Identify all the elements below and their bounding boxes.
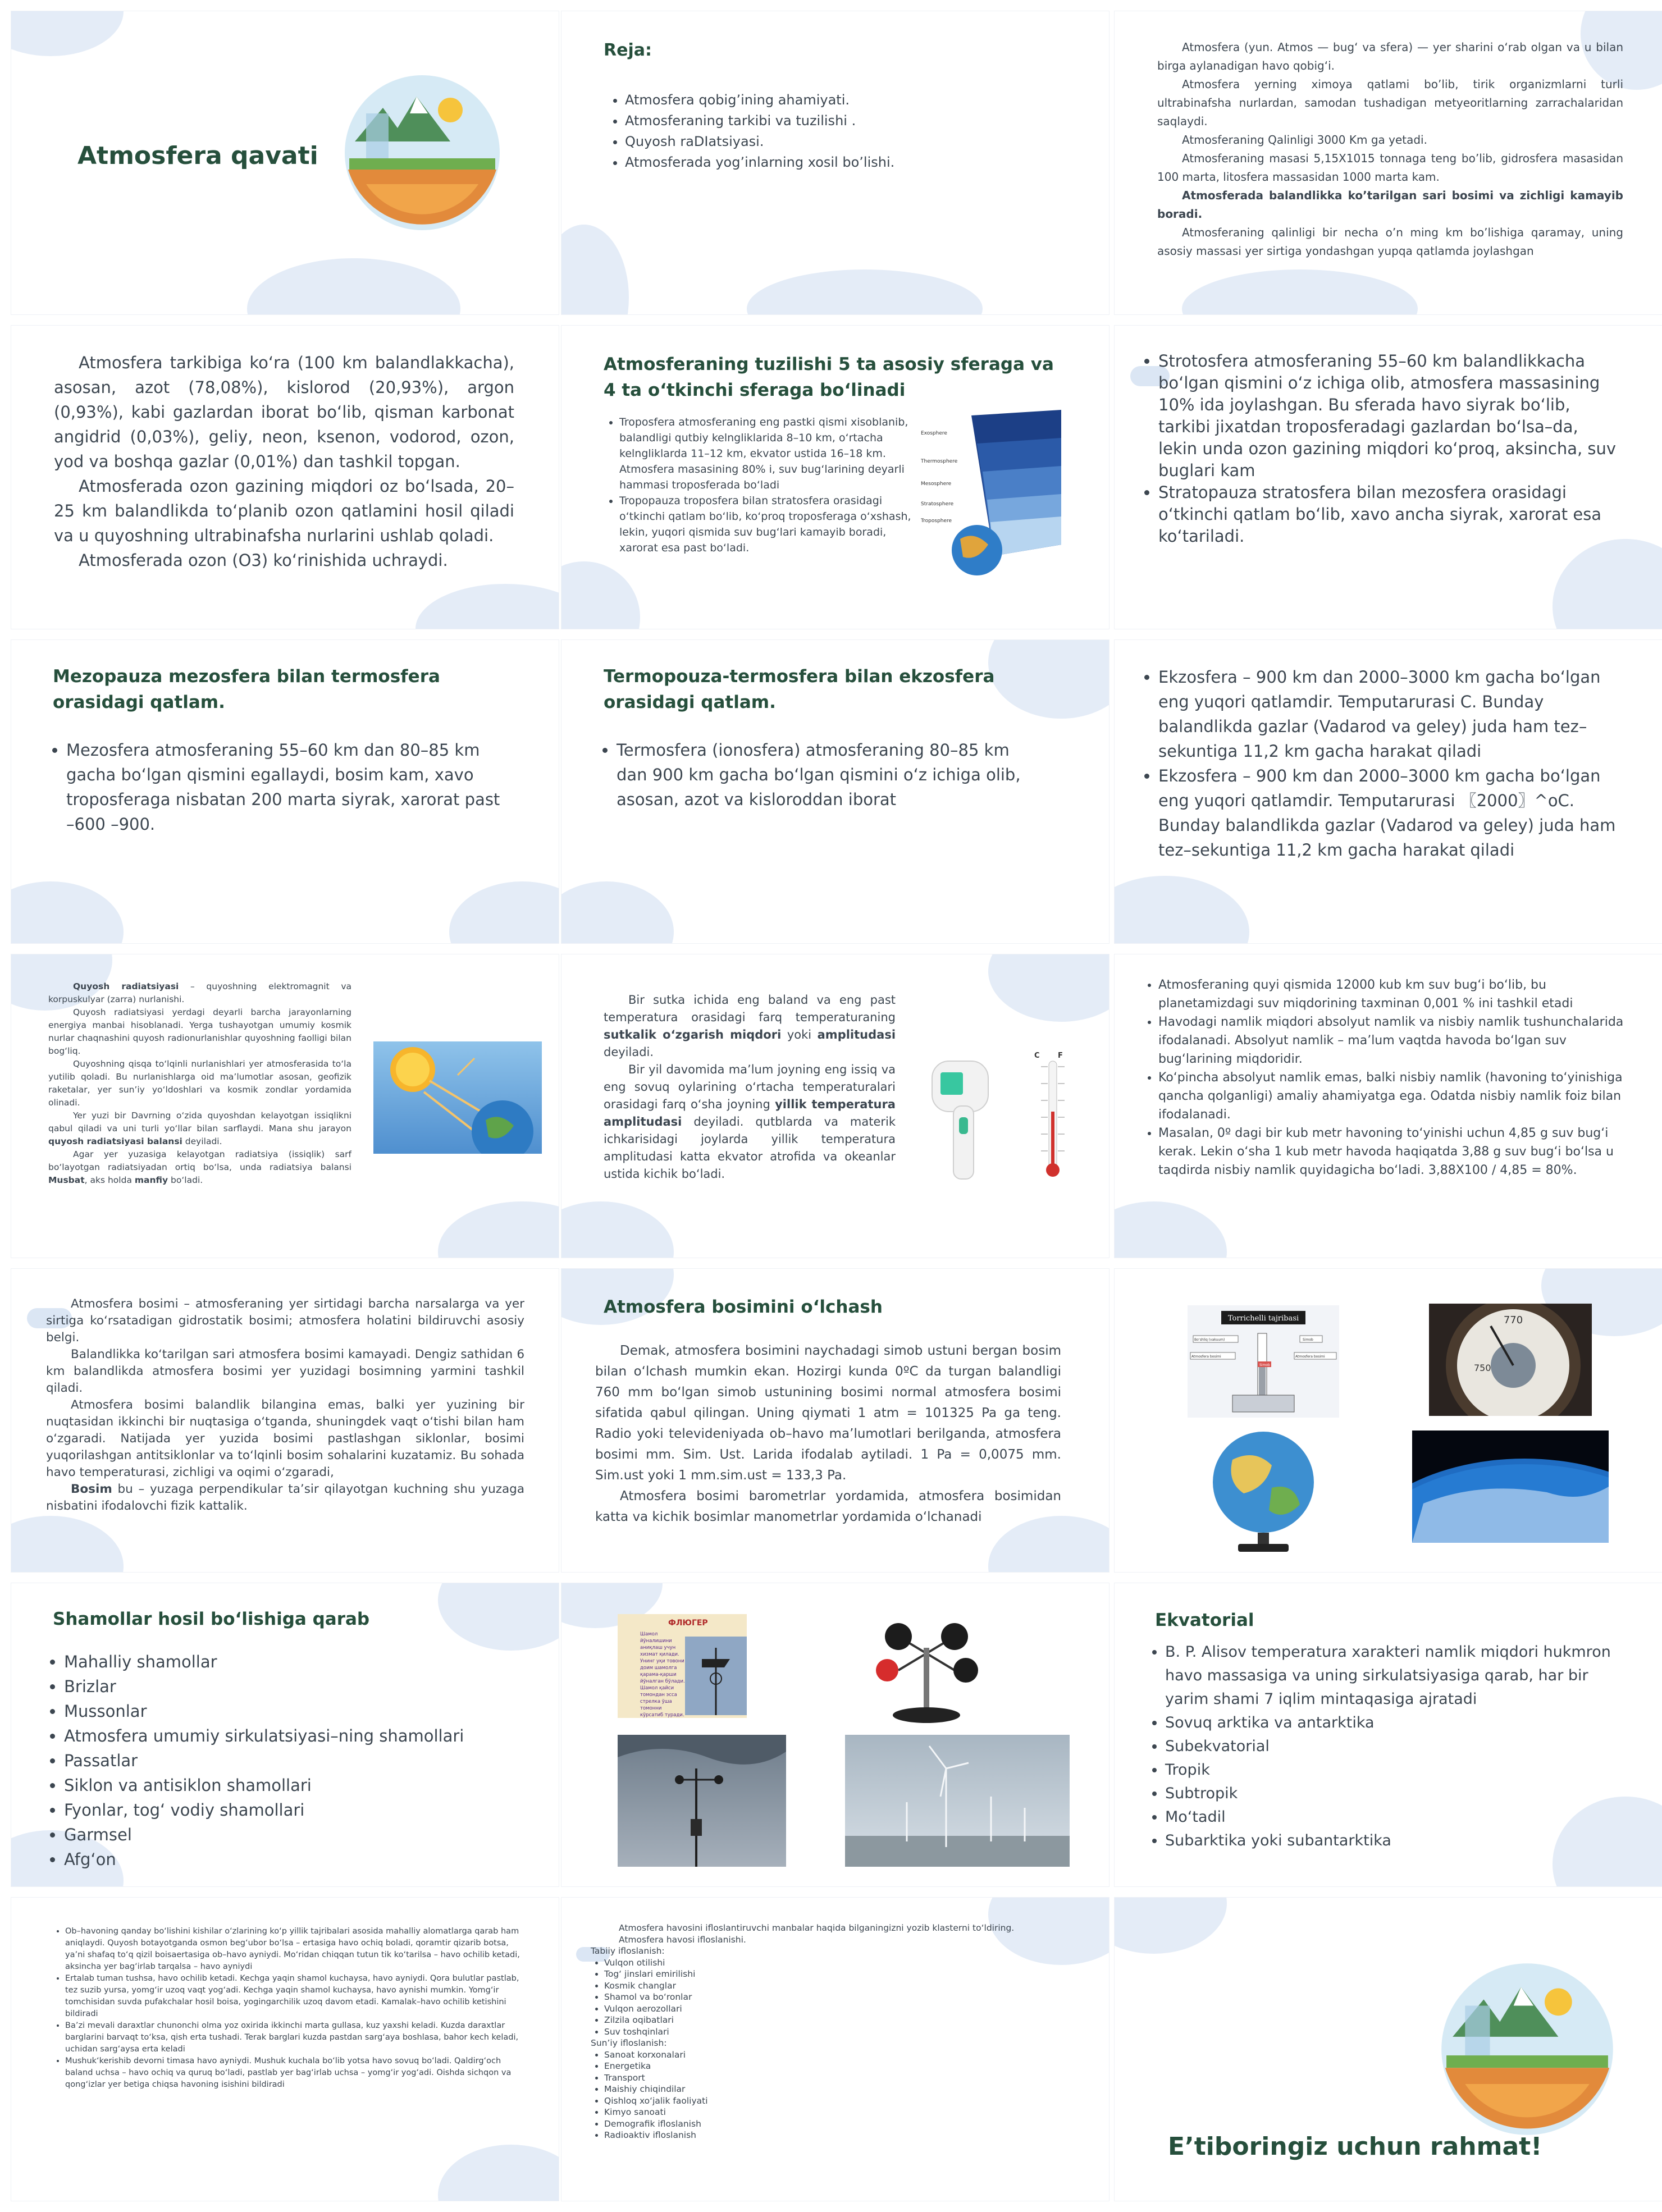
plan-list [604,90,1053,173]
paragraph: Demak, atmosfera bosimini naychadagi simob ustuni bergan bosim bilan o‘lchash mumkin ekan. Hozirgi kunda 0ºC da turgan balandligi 760 mm bo‘lgan simob ustunining bosimi normal atmosfera bosimi sifatida qabul qilingan. Uning qiymati 1 atm = 101325 Pa ga teng. Radio yoki televideniyada ob–havo ma’lumotlari berilganda, atmosfera bosimi mm. Sim. Ust. Larida ifodalab aytiladi. 1 Pa = 0,0075 mm. Sim.ust yoki 1 mm.sim.ust = 133,3 Pa. [595,1343,1061,1483]
paragraph: – quyoshning elektromagnit va korpuskulyar (zarra) nurlanishi. [48,981,351,1004]
humidity-list [1140,976,1640,1180]
diagram-label: Simob [1259,1363,1270,1367]
slide-climate-zones [1115,1583,1662,1886]
list-item: • Strotosfera atmosferaning 55–60 km balandlikkacha bo‘lgan qismini o‘z ichiga olib, atmosfera massasining 10% ida joylashgan. Bu sferada havo siyrak bo‘lib, tarkibi jixatdan troposferadagi gazlardan bo‘lsa–da, lekin unda ozon gazining miqdori ko‘proq, aksincha, suv buglari kam [1158,350,1620,482]
plan-title: Reja: [604,40,652,60]
paragraph: Atmosfera yerning ximoya qatlami bo’lib, tirik organizmlarni turli ultrabinafsha nurlardan, samodan tushadigan metyeoritlarning zarrachalaridan saqlaydi. [1157,77,1623,128]
thermopause-list [595,738,1044,812]
term-bold: Musbat [48,1175,85,1185]
slide-mesopause [11,640,559,943]
paragraph: deyiladi. qutblarda va materik ichkarisidagi joylarda yillik temperatura amplitudasi katta ekvator atrofida va okeanlar ustida kichik bo‘ladi. [604,1115,896,1181]
list-item: • Passatlar [64,1748,537,1773]
list-item: • Vulqon aerozollari [604,2003,1096,2015]
term-bold: manfiy [134,1175,168,1185]
list-item: • Atmosferaning quyi qismida 12000 kub km suv bug‘i bo‘lib, bu planetamizdagi suv miqdorining taxminan 0,001 % ini tashkil etadi [1158,976,1640,1013]
paragraph: Atmosfera bosimi balandlik bilangina emas, balki yer yuzining bir nuqtasidan ikkinchi bir nuqtasiga o‘tganda, shuningdek vaqt o‘tishi bilan ham o‘zgaradi. Natijada yer yuzida bosimi pastlashgan siklonlar, bosimi yuqorilashgan antitsiklonlar va to‘lqinli bosim sohalarini kuzatamiz. Bu sohada havo temperaturasi, zichligi va oqimi o‘zgaradi, [46,1398,524,1479]
list-item: • Garmsel [64,1822,537,1847]
torricelli-diagram [1188,1305,1339,1418]
paragraph: , aks holda [84,1175,135,1185]
list-item: • Shamol va bo‘ronlar [604,1991,1096,2003]
list-item: • Transport [604,2072,1096,2084]
list-item: • Kosmik changlar [604,1980,1096,1992]
term-bold: sutkalik o‘zgarish miqdori [604,1028,782,1041]
weather-station-image [618,1735,786,1867]
winds-title: Shamollar hosil bo‘lishiga qarab [53,1609,370,1629]
slide-humidity [1115,954,1662,1258]
earth-from-space-image [1412,1431,1609,1543]
term-bold: yillik temperatura amplitudasi [604,1098,896,1128]
list-item: • Qishloq xo‘jalik faoliyati [604,2095,1096,2107]
list-item: • Troposfera atmosferaning eng pastki qismi xisoblanib, balandligi qutbiy kelngliklarida 8–10 km, o‘rtacha kelngliklarda 11–12 km, ekvator ustida 16–18 km. Atmosfera masasining 80% i, suv bug‘larining deyarli hammasi troposferada bo‘ladi [619,414,918,493]
winds-list [43,1649,537,1872]
list-item: • Kimyo sanoati [604,2106,1096,2118]
list-item: • Subtropik [1165,1782,1621,1806]
pollution-intro: Atmosfera havosini ifloslantiruvchi manbalar haqida bilganingizni yozib klasterni to‘ldiring. [619,1923,1015,1933]
paragraph: Agar yer yuzasiga kelayotgan radiatsiya (issiqlik) sarf bo‘layotgan radiatsiyadan ortiq bo‘lsa, unda radiatsiya balansi [48,1149,351,1172]
list-item: • Mezosfera atmosferaning 55–60 km dan 80–85 km gacha bo‘lgan qismini egallaydi, bosim kam, xavo troposferaga nisbatan 200 marta siyrak, xarorat past –600 –900. [66,738,511,837]
list-item: • Fyonlar, tog‘ vodiy shamollari [64,1798,537,1822]
slide-definition [1115,11,1662,314]
thermo-f-label: F [1058,1052,1063,1060]
list-item: • Ekzosfera – 900 km dan 2000–3000 km gacha bo‘lgan eng yuqori qatlamdir. Temputarurasi C. Bunday balandlikda gazlar (Vadarod va geley) juda ham tez–sekuntiga 11,2 km gacha harakat qiladi [1158,665,1631,764]
slide-structure [561,326,1109,629]
list-item: • Afg‘on [64,1847,537,1872]
infrared-thermometer-image [926,1055,994,1185]
term-bold: quyosh radiatsiyasi balansi [48,1136,182,1146]
paragraph: bu – yuzaga perpendikular ta’sir qilayotgan kuchning shu yuzaga nisbatini ifodalovchi fizik kattalik. [46,1482,524,1513]
list-item: • Atmosfera umumiy sirkulatsiyasi–ning shamollari [64,1724,537,1748]
barometer-mark: 770 [1503,1314,1523,1326]
paragraph: yoki [781,1028,818,1041]
paragraph: Atmosferada ozon (O3) ko‘rinishida uchraydi. [79,551,448,570]
paragraph: Bir sutka ichida eng baland va eng past temperatura orasidagi farq temperaturaning [604,993,896,1024]
structure-list [604,414,918,556]
sun-earth-radiation-image [373,1041,542,1154]
slide-folk-signs [11,1898,559,2201]
slide-thermopause [561,640,1109,943]
paragraph: Quyoshning qisqa to‘lqinli nurlanishlari yer atmosferasida to‘la yutilib qoladi. Bu nurlanishlarga oid ma’lumotlar asosan, geofizik raketalar, yer sun’iy yo‘ldoshlari va kosmik zondlar yordamida olinadi. [48,1059,351,1108]
list-item: • Vulqon otilishi [604,1957,1096,1969]
paragraph: Atmosferaning masasi 5,15X1015 tonnaga teng bo’lib, gidrosfera masasidan 100 marta, litosfera massasidan 1000 marta kam. [1157,152,1623,184]
list-item: • Siklon va antisiklon shamollari [64,1773,537,1798]
list-item: • Tropopauza troposfera bilan stratosfera orasidagi o‘tkinchi qatlam bo‘lib, ko‘proq troposferaga o‘xshash, lekin, yuqori qismida suv bug‘lari kamayib boradi, xarorat esa past bo‘ladi. [619,493,918,556]
paragraph: Atmosferaning Qalinligi 3000 Km ga yetadi. [1182,133,1427,147]
slide-pressure-images [1115,1269,1662,1572]
list-item: • Tropik [1165,1758,1621,1782]
wind-vane-poster [618,1614,747,1718]
paragraph: Atmosfera bosimi barometrlar yordamida, atmosfera bosimidan katta va kichik bosimlar manometrlar yordamida o‘lchanadi [595,1489,1061,1524]
artificial-pollution-list [591,2049,1096,2141]
mesopause-list [45,738,511,837]
paragraph: bo‘ladi. [168,1175,203,1185]
mesopause-title: Mezopauza mezosfera bilan termosfera orasidagi qatlam. [53,666,440,712]
list-item: • Ba’zi mevali daraxtlar chunonchi olma yoz oxirida ikkinchi marta gullasa, kuz yaxshi keladi. Kuzda daraxtlar barglarini barvaqt to‘ksa, qish erta tushadi. Terak barglari kuzda pastdan sarg‘aya boshlasa, bahor kech keladi, uchidan sarg‘aysa erta keladi [65,2020,522,2055]
list-item: • Zilzila oqibatlari [604,2014,1096,2026]
list-item: • Ko‘pincha absolyut namlik emas, balki nisbiy namlik (havoning to‘yinishiga qancha qolganligi) amaliy ahamiyatga ega. Odatda nisbiy namlik foiz bilan ifodalanadi. [1158,1068,1640,1124]
list-item: • Tog‘ jinslari emirilishi [604,1968,1096,1980]
diagram-label: Atmosfera bosimi [1191,1355,1221,1359]
slide-composition [11,326,559,629]
slide-pollution [561,1898,1109,2201]
paragraph: Bir yil davomida ma’lum joyning eng issiq va eng sovuq oylarining o‘rtacha temperaturalari orasidagi farq o‘sha joyning [604,1063,896,1111]
layer-label: Mesosphere [921,481,952,487]
poster-title: ФЛЮГЕР [668,1619,708,1628]
pollution-subtitle: Atmosfera havosi ifloslanishi. [619,1934,746,1945]
atmosphere-layers-diagram [921,410,1061,578]
poster-text: Шамол йўналишини аниқлаш учун хизмат қилади. Унинг уқи товони доим шамолга қарама-қарши йўналган бўлади. Шамол қайси томондан эсса стрелка ўша томонни кўрсатиб туради. [640,1631,685,1718]
paragraph: Quyosh radiatsiyasi yerdagi deyarli barcha jarayonlarning energiya manbai hisoblanadi. Yerga tushayotgan umumiy kosmik nurlar chaqnashini quyosh radionurlanishlar quyoshning faolligi bilan bog‘liq. [48,1007,351,1056]
list-item: • Atmosferada yog’inlarning xosil bo’lishi. [625,152,1053,173]
list-item: • Subarktika yoki subantarktika [1165,1829,1621,1853]
slide-winds [11,1583,559,1886]
layer-label: Exosphere [921,431,947,436]
list-item: • Mushuk‘kerishib devorni timasa havo ayniydi. Mushuk kuchala bo‘lib yotsa havo sovuq bo‘ladi. Qaldirg‘och baland uchsa – havo ochiq va quruq bo‘ladi, pastlab yer bag‘irlab uchsa – yomg‘ir yog‘adi. Oishda sichqon va qong‘izlar yer betiga chiqsa havoning isishini bildiradi [65,2055,522,2091]
climate-list [1144,1640,1621,1853]
diagram-label: Simob [1303,1338,1313,1342]
slide-temperature [561,954,1109,1258]
list-item: • Ob–havoning qanday bo‘lishini kishilar o‘zlarining ko‘p yillik tajribalari asosida mahalliy alomatlarga qarab ham aniqlaydi. Quyosh botayotganda osmon beg‘ubor bo‘lsa – ertasiga havo ochiq boladi, qoramtir qizarib botsa, ya’ni shafaq to‘q qizil boisaertasiga ob–havo ayniydi. Mo‘ridan chiqqan tutun tik ko‘tarilsa – havo ochilib ketadi, aksincha yer bag‘irlab tarqalsa – havo ayniydi [65,1926,522,1973]
thermometer-icon [1033,1050,1072,1185]
slide-pressure-measure [561,1269,1109,1572]
folk-signs-list [51,1926,522,2091]
term-bold: Quyosh radiatsiyasi [73,981,179,991]
list-item: • Subekvatorial [1165,1735,1621,1758]
paragraph: Yer yuzi bir Davrning o‘zida quyoshdan kelayotgan issiqlikni qabul qiladi va uni turli yo‘llar bilan sarflaydi. Mana shu jarayon [48,1110,351,1134]
slide-wind-instruments [561,1583,1109,1886]
natural-pollution-list [591,1957,1096,2038]
paragraph: Atmosferada balandlikka ko’tarilgan sari bosimi va zichligi kamayib boradi. [1157,189,1623,221]
list-item: • Brizlar [64,1674,537,1699]
artificial-pollution-heading: Sun’iy ifloslanish: [591,2038,667,2048]
slide-thanks [1115,1898,1662,2201]
list-item: • Ertalab tuman tushsa, havo ochilib ketadi. Kechga yaqin shamol kuchaysa, havo ayniydi. Qora bulutlar pastlab, tez suzib yursa, yomg‘ir uzoq vaqt yog‘adi. Kechga yaqin shamol kuchaysa, havo aynishi mumkin. Yomg‘ir tomchisidan suvda pufakchalar hosil boisa, yogingarchilik uzoq davom etadi. Kamalak–havo ochilib ketishini bildiradi [65,1973,522,2020]
diagram-label: Bo‘shliq (vakuum) [1194,1338,1225,1342]
climate-title: Ekvatorial [1155,1610,1254,1630]
barometer-mark: 750 [1474,1363,1491,1373]
earth-landscape-icon [344,74,501,231]
list-item: • Masalan, 0º dagi bir kub metr havoning to‘yinishi uchun 4,85 g suv bug‘i kerak. Lekin o‘sha 1 kub metr havoda haqiqatda 3,88 g suv bug‘i bo‘lsa u taqdirda nisbiy namlik quyidagicha bo‘ladi. 3,88Х100 / 4,85 = 80%. [1158,1124,1640,1180]
list-item: • Mo‘tadil [1165,1806,1621,1829]
torricelli-title: Torrichelli tajribasi [1227,1314,1299,1323]
list-item: • Radioaktiv ifloslanish [604,2129,1096,2141]
list-item: • Mahalliy shamollar [64,1649,537,1674]
layer-label: Thermosphere [921,459,958,464]
thanks-title: E’tiboringiz uchun rahmat! [1168,2132,1542,2161]
slide-stratosphere [1115,326,1662,629]
exosphere-list [1137,665,1631,862]
barometer-image [1429,1304,1592,1416]
slide-exosphere [1115,640,1662,943]
term-bold: Bosim [71,1482,112,1496]
structure-title: Atmosferaning tuzilishi 5 ta asosiy sferaga va 4 ta o‘tkinchi sferaga bo‘linadi [604,354,1054,400]
globe-image [1204,1426,1322,1555]
wind-turbines-image [845,1735,1070,1867]
anemometer-image [865,1608,988,1726]
list-item: • Atmosfera qobig’ining ahamiyati. [625,90,1053,111]
paragraph: Atmosfera tarkibiga ko‘ra (100 km balandlakkacha), asosan, azot (78,08%), kislorod (20,93%), argon (0,93%), kabi gazlardan iborat bo‘lib, qisman karbonat angidrid (0,03%), geliy, neon, ksenon, vodorod, ozon, yod va boshqa gazlar (0,01%) dan tashkil topgan. [54,353,514,471]
list-item: • Ekzosfera – 900 km dan 2000–3000 km gacha bo‘lgan eng yuqori qatlamdir. Temputarurasi 〖2000〗^oC. Bunday balandlikda gazlar (Vadarod va geley) juda ham tez–sekuntiga 11,2 km gacha harakat qiladi [1158,764,1631,862]
list-item: • Mussonlar [64,1699,537,1724]
list-item: • B. P. Alisov temperatura xarakteri namlik miqdori hukmron havo massasiga va uning sirkulatsiyasiga qarab, har bir yarim shami 7 iqlim mintaqasiga ajratadi [1165,1640,1621,1711]
paragraph: Atmosfera (yun. Atmos — bug‘ va sfera) — yer sharini o‘rab olgan va u bilan birga aylanadigan havo qobig‘i. [1157,40,1623,72]
list-item: • Maishiy chiqindilar [604,2083,1096,2095]
paragraph: deyiladi. [604,1045,654,1059]
paragraph: Atmosfera bosimi – atmosferaning yer sirtidagi barcha narsalarga va yer sirtiga ko‘rsatadigan gidrostatik bosimi; atmosfera holatini bildiruvchi asosiy belgi. [46,1297,524,1345]
layer-label: Stratosphere [921,501,954,507]
list-item: • Havodagi namlik miqdori absolyut namlik va nisbiy namlik tushunchalarida ifodalanadi. Absolyut namlik – ma’lum vaqtda havoda bo‘lgan suv bug‘larining miqdoridir. [1158,1013,1640,1068]
slide-radiation [11,954,559,1258]
earth-landscape-icon [1440,1962,1614,2136]
list-item: • Atmosferaning tarkibi va tuzilishi . [625,111,1053,131]
stratosphere-list [1137,350,1620,547]
paragraph: deyiladi. [182,1136,222,1146]
list-item: • Sanoat korxonalari [604,2049,1096,2061]
slide-title [11,11,559,314]
list-item: • Stratopauza stratosfera bilan mezosfera orasidagi o‘tkinchi qatlam bo‘lib, xavo ancha siyrak, xarorat esa ko‘tariladi. [1158,482,1620,547]
list-item: • Demografik ifloslanish [604,2118,1096,2130]
thermopause-title: Termopouza-termosfera bilan ekzosfera orasidagi qatlam. [604,666,995,712]
list-item: • Suv toshqinlari [604,2026,1096,2038]
slide-title-text: Atmosfera qavati [77,141,318,170]
layer-label: Troposphere [921,518,952,524]
measure-title: Atmosfera bosimini o‘lchash [604,1297,883,1317]
paragraph: Balandlikka ko‘tarilgan sari atmosfera bosimi kamayadi. Dengiz sathidan 6 km balandlikda atmosfera bosimi yer yuzidagi bosimning yarmini tashkil qiladi. [46,1347,524,1395]
list-item: • Energetika [604,2060,1096,2072]
diagram-label: Atmosfera bosimi [1295,1355,1325,1359]
slide-pressure [11,1269,559,1572]
list-item: • Sovuq arktika va antarktika [1165,1711,1621,1735]
thermo-c-label: C [1034,1052,1040,1060]
list-item: • Quyosh raDIatsiyasi. [625,131,1053,152]
paragraph: Atmosferada ozon gazining miqdori oz bo‘lsada, 20–25 km balandlikda to‘planib ozon qatlamini hosil qiladi va u quyoshning ultrabinafsha nurlarini ushlab qoladi. [54,477,514,545]
slide-plan [561,11,1109,314]
natural-pollution-heading: Tabiiy ifloslanish: [591,1946,665,1956]
paragraph: Atmosferaning qalinligi bir necha o’n ming km bo’lishiga qaramay, uning asosiy massasi yer sirtiga yondashgan yupqa qatlamda joylashgan [1157,226,1623,258]
term-bold: amplitudasi [817,1028,896,1041]
list-item: • Termosfera (ionosfera) atmosferaning 80–85 km dan 900 km gacha bo‘lgan qismini o‘z ichiga olib, asosan, azot va kisloroddan iborat [617,738,1044,812]
